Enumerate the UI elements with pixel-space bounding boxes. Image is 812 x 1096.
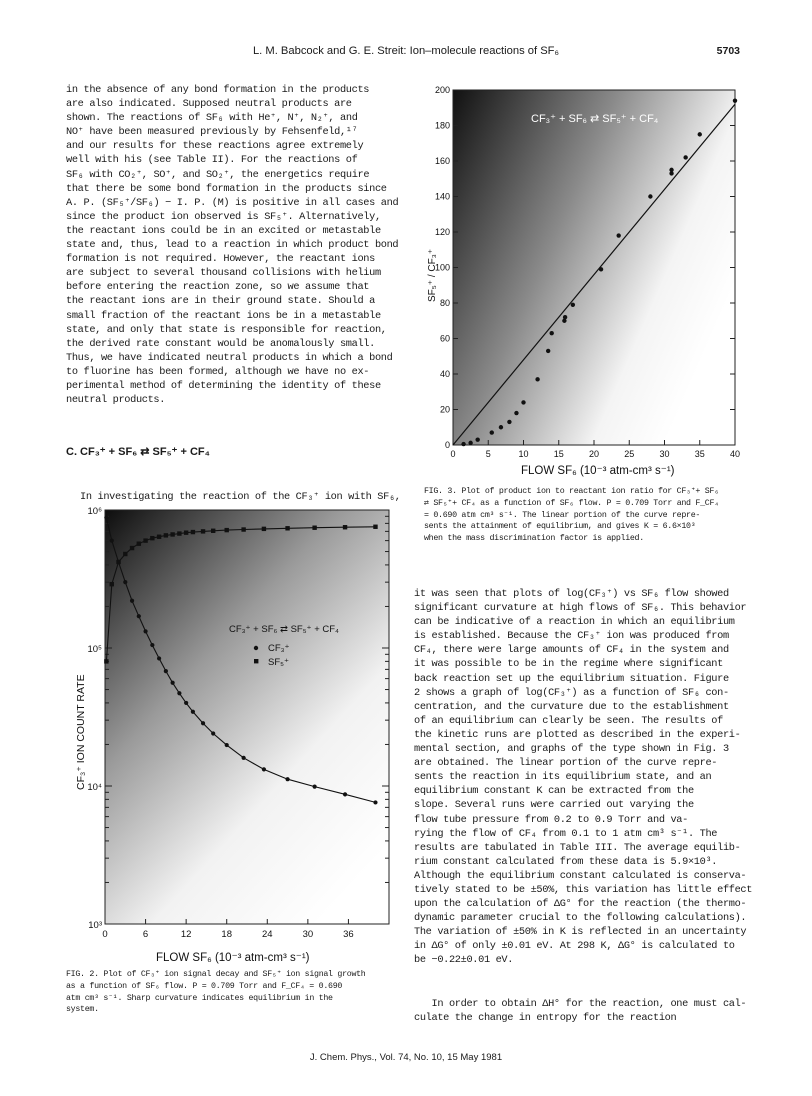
body-text-line: state and, thus, lead to a reaction in which product bond <box>66 239 399 252</box>
fig3-ylabel: SF₅⁺ / CF₃⁺ <box>427 248 438 302</box>
fig3-xtick-label: 30 <box>659 449 670 459</box>
fig3-data-point <box>571 303 575 307</box>
fig3-data-point <box>648 194 652 198</box>
caption-line: sents the attainment of equilibrium, and gives K = 6.6×10³ <box>424 522 696 532</box>
fig2-cf3-point <box>110 539 114 543</box>
fig3-data-point <box>475 437 479 441</box>
body-text-line: in the absence of any bond formation in the products <box>66 84 370 96</box>
body-text-line: culate the change in entropy for the reaction <box>414 1012 677 1025</box>
fig2-xtick-label: 0 <box>102 929 108 940</box>
fig2-ytick-label: 10⁶ <box>87 506 102 517</box>
fig2-cf3-point <box>285 777 289 781</box>
body-text-line: dynamic parameter crucial to the following calculations). <box>414 912 747 925</box>
fig2-cf3-point <box>225 743 229 747</box>
body-text-line: small fraction of the reactant ions be in a metastable <box>66 309 381 322</box>
fig3-ytick-label: 60 <box>439 333 450 344</box>
body-text-line: the kinetic runs are plotted as described in the experi- <box>414 728 741 741</box>
body-text-line: be −0.22±0.01 eV. <box>414 954 514 967</box>
body-text-line: since the product ion observed is SF₅⁺. Alternatively, <box>66 210 381 223</box>
fig3-ytick-label: 120 <box>434 227 450 237</box>
fig3-data-point <box>461 442 465 446</box>
body-text-line: The variation of ±50% in K is reflected in an uncertainty <box>414 926 747 939</box>
fig2-sf5-point <box>312 526 316 530</box>
fig2-sf5-point <box>373 525 377 529</box>
fig3-ytick-label: 140 <box>434 191 450 202</box>
fig2-plot-background <box>105 510 389 924</box>
fig2-cf3-point <box>177 691 181 695</box>
fig3-data-point <box>733 98 737 102</box>
body-text-line: of an equilibrium can clearly be seen. The results of <box>414 714 723 727</box>
body-text-line: formation is not required. However, the reactant ions <box>66 253 375 266</box>
fig2-cf3-point <box>150 643 154 647</box>
fig2-sf5-point <box>123 552 127 556</box>
fig3-data-point <box>507 420 511 424</box>
fig2-cf3-point <box>313 785 317 789</box>
body-text-line: In order to obtain ΔH° for the reaction, one must cal- <box>414 998 747 1010</box>
fig2-sf5-point <box>110 582 114 586</box>
body-text-line: the reactant ions could be in an excited or metastable <box>66 224 381 237</box>
fig2-sf5-point <box>241 527 245 531</box>
fig3-xlabel: FLOW SF₆ (10⁻³ atm-cm³ s⁻¹) <box>521 465 675 477</box>
fig3-data-point <box>683 155 687 159</box>
caption-line: = 0.690 atm cm³ s⁻¹. The linear portion of the curve repre- <box>424 510 701 520</box>
body-text-line: rying the flow of CF₄ from 0.1 to 1 atm cm³ s⁻¹. The <box>414 827 718 840</box>
fig3-ytick-label: 80 <box>439 298 450 308</box>
body-text-line: it was seen that plots of log(CF₃⁺) vs SF₆ flow showed <box>414 588 729 600</box>
body-text-line: Although the equilibrium constant calculated is conserva- <box>414 869 747 882</box>
fig2-sf5-point <box>201 529 205 533</box>
page-number: 5703 <box>716 45 740 57</box>
fig2-sf5-point <box>343 525 347 529</box>
fig3-ytick-label: 200 <box>434 85 450 95</box>
fig2-sf5-point <box>164 533 168 537</box>
caption-line: FIG. 2. Plot of CF₃⁺ ion signal decay and SF₅⁺ ion signal growth <box>66 970 366 979</box>
fig2-cf3-point <box>123 580 127 584</box>
caption-line: when the mass discrimination factor is applied. <box>424 534 644 544</box>
fig3-xtick-label: 0 <box>450 449 456 459</box>
body-text-line: the derived rate constant would be anomalously small. <box>66 337 375 350</box>
section-intro-line: In investigating the reaction of the CF₃⁺ ion with SF₆, <box>80 491 401 504</box>
body-text-line: well with his (see Table II). For the reactions of <box>66 154 358 167</box>
fig2-sf5-point <box>184 530 188 534</box>
fig3-xtick-label: 20 <box>588 449 600 459</box>
body-text-line: upon the calculation of ΔG° for the reaction (the thermo- <box>414 898 747 911</box>
body-text-line: are obtained. The linear portion of the curve repre- <box>414 757 718 770</box>
fig2-sf5-point <box>157 535 161 539</box>
running-title: L. M. Babcock and G. E. Streit: Ion–molecule reactions of SF₆ <box>252 45 560 57</box>
caption-line: atm cm³ s⁻¹. Sharp curvature indicates equilibrium in the <box>66 993 333 1003</box>
fig2-sf5-point <box>130 546 134 550</box>
fig2-ytick-label: 10⁵ <box>87 644 102 655</box>
fig3-data-point <box>521 400 525 404</box>
fig2-sf5-point <box>104 659 108 663</box>
body-text-line: 2 shows a graph of log(CF₃⁺) as a function of SF₆ con- <box>414 686 729 699</box>
body-text-line: perimental method of determining the identity of these <box>66 379 381 392</box>
fig2-cf3-point <box>137 614 141 618</box>
legend-sf5-label: SF₅⁺ <box>268 657 289 668</box>
body-text-line: that there be some bond formation in the products since <box>66 182 387 195</box>
fig2-sf5-point <box>262 527 266 531</box>
fig2-ytick-label: 10⁴ <box>87 782 102 793</box>
fig2-cf3-point <box>164 669 168 673</box>
fig2-sf5-point <box>116 560 120 564</box>
fig2-cf3-point <box>262 767 266 771</box>
body-text-line: equilibrium constant K can be extracted from the <box>414 785 694 798</box>
body-text-line: centration, and the curvature due to the establishment <box>414 700 729 713</box>
fig2-sf5-point <box>177 531 181 535</box>
caption-line: as a function of SF₆ flow. P = 0.709 Torr and F_CF₄ = 0.690 <box>66 981 343 991</box>
fig3-ytick-label: 180 <box>434 120 450 131</box>
caption-line: ⇄ SF₅⁺+ CF₄ as a function of SF₆ flow. P = 0.709 Torr and F_CF₄ <box>424 498 719 508</box>
fig2-cf3-point <box>242 756 246 760</box>
fig2-sf5-point <box>137 541 141 545</box>
body-text-line: Thus, we have indicated neutral products in which a bond <box>66 351 393 364</box>
body-text-line: is established. Because the CF₃⁺ ion was produced from <box>414 630 729 643</box>
fig3-ytick-label: 100 <box>434 262 450 273</box>
fig2-sf5-point <box>225 528 229 532</box>
fig2-sf5-point <box>143 538 147 542</box>
body-text-line: to fluorine has been formed, although we have no ex- <box>66 365 370 378</box>
fig2-xtick-label: 30 <box>302 929 314 940</box>
fig2-cf3-point <box>191 710 195 714</box>
section-heading: C. CF₃⁺ + SF₆ ⇄ SF₅⁺ + CF₄ <box>66 446 210 458</box>
fig3-data-point <box>490 430 494 434</box>
fig3-data-point <box>499 425 503 429</box>
body-text-line: are subject to several thousand collisions with helium <box>66 267 381 280</box>
body-text-line: slope. Several runs were carried out varying the <box>414 799 694 812</box>
page-header <box>0 45 812 61</box>
fig2-ytick-label: 10³ <box>88 920 102 931</box>
fig2-ylabel: CF₃⁺ ION COUNT RATE <box>75 674 87 790</box>
fig2-cf3-point <box>201 721 205 725</box>
fig2-xtick-label: 12 <box>180 929 192 940</box>
fig3-data-point <box>550 331 554 335</box>
fig2-xtick-label: 36 <box>343 929 354 940</box>
body-text-line: before entering the reaction zone, so we assume that <box>66 281 370 294</box>
figure-3-chart <box>413 82 753 482</box>
fig3-data-point <box>669 168 673 172</box>
legend-sf5-marker <box>254 659 258 663</box>
left-column-text <box>66 83 399 407</box>
body-text-line: flow tube pressure from 0.2 to 0.9 Torr and va- <box>414 813 688 826</box>
right-column-text <box>414 587 754 968</box>
fig2-cf3-point <box>104 516 108 520</box>
fig2-xtick-label: 18 <box>221 929 233 940</box>
body-text-line: sents the reaction in its equilibrium state, and an <box>414 771 712 784</box>
caption-line: system. <box>66 1005 99 1015</box>
fig3-xtick-label: 40 <box>729 449 741 459</box>
body-text-line: neutral products. <box>66 394 166 407</box>
legend-cf3-marker <box>254 646 258 650</box>
fig2-sf5-point <box>191 530 195 534</box>
body-text-line: and our results for these reactions agree extremely <box>66 140 364 153</box>
caption-line: FIG. 3. Plot of product ion to reactant ion ratio for CF₃⁺+ SF₆ <box>424 487 719 496</box>
fig2-cf3-point <box>343 792 347 796</box>
fig2-xtick-label: 24 <box>261 929 273 940</box>
fig2-cf3-point <box>211 731 215 735</box>
fig3-data-point <box>698 132 702 136</box>
fig3-xtick-label: 5 <box>485 449 491 459</box>
fig3-annotation: CF₃⁺ + SF₆ ⇄ SF₅⁺ + CF₄ <box>531 113 659 125</box>
fig2-annotation: CF₃⁺ + SF₆ ⇄ SF₅⁺ + CF₄ <box>229 624 339 635</box>
fig3-data-point <box>616 233 620 237</box>
body-text-line: tively stated to be ±50%, this variation has little effect <box>414 883 753 896</box>
fig2-cf3-point <box>143 629 147 633</box>
fig3-data-point <box>468 441 472 445</box>
body-text-line: can be indicative of a reaction in which an equilibrium <box>414 616 735 629</box>
fig3-xtick-label: 35 <box>694 449 705 459</box>
right-column-end-text <box>414 997 754 1025</box>
fig3-data-point <box>546 349 550 353</box>
fig3-data-point <box>599 267 603 271</box>
fig3-xtick-label: 15 <box>553 449 564 459</box>
fig2-sf5-point <box>170 532 174 536</box>
body-text-line: results are tabulated in Table III. The average equilib- <box>414 841 741 854</box>
fig3-ytick-label: 0 <box>444 440 450 450</box>
fig2-sf5-point <box>211 529 215 533</box>
fig2-cf3-point <box>184 701 188 705</box>
body-text-line: NO⁺ have been measured previously by Fehsenfeld,¹⁷ <box>66 126 358 139</box>
fig2-cf3-point <box>373 800 377 804</box>
body-text-line: are also indicated. Supposed neutral products are <box>66 98 352 111</box>
fig3-ytick-label: 160 <box>434 156 450 166</box>
body-text-line: in ΔG° of only ±0.01 eV. At 298 K, ΔG° is calculated to <box>414 940 735 953</box>
body-text-line: significant curvature at high flows of SF₆. This behavior <box>414 602 747 615</box>
body-text-line: SF₆ with CO₂⁺, SO⁺, and SO₂⁺, the energetics require <box>66 168 370 181</box>
fig2-cf3-point <box>157 656 161 660</box>
fig3-xtick-label: 25 <box>624 449 635 459</box>
body-text-line: it was possible to be in the regime where significant <box>414 658 723 671</box>
fig3-xtick-label: 10 <box>518 449 529 459</box>
fig3-ytick-label: 40 <box>439 369 450 379</box>
fig2-xlabel: FLOW SF₆ (10⁻³ atm-cm³ s⁻¹) <box>156 952 310 964</box>
fig2-cf3-point <box>171 681 175 685</box>
body-text-line: CF₄, there were large amounts of CF₄ in the system and <box>414 644 729 657</box>
fig3-data-point <box>535 377 539 381</box>
figure-3-caption <box>424 486 754 545</box>
figure-2-caption <box>66 969 401 1016</box>
fig3-ytick-label: 20 <box>439 404 450 415</box>
body-text-line: state, and only that state is responsible for reaction, <box>66 323 387 336</box>
fig2-cf3-point <box>130 599 134 603</box>
figure-2-chart <box>64 500 404 970</box>
body-text-line: mental section, and graphs of the type shown in Fig. 3 <box>414 743 729 756</box>
body-text-line: rium constant calculated from these data is 5.9×10³. <box>414 855 718 868</box>
body-text-line: back reaction set up the equilibrium situation. Figure <box>414 672 729 685</box>
journal-footer: J. Chem. Phys., Vol. 74, No. 10, 15 May 1981 <box>309 1052 503 1063</box>
fig2-sf5-point <box>150 536 154 540</box>
fig3-data-point <box>514 411 518 415</box>
body-text-line: the reactant ions are in their ground state. Should a <box>66 295 375 308</box>
fig3-plot-background <box>453 90 735 445</box>
fig3-data-point <box>563 315 567 319</box>
body-text-line: shown. The reactions of SF₆ with He⁺, N⁺, N₂⁺, and <box>66 112 358 125</box>
body-text-line: A. P. (SF₅⁺/SF₆) − I. P. (M) is positive in all cases and <box>66 196 399 209</box>
fig2-sf5-point <box>285 526 289 530</box>
legend-cf3-label: CF₃⁺ <box>268 643 290 654</box>
fig2-xtick-label: 6 <box>142 929 149 940</box>
